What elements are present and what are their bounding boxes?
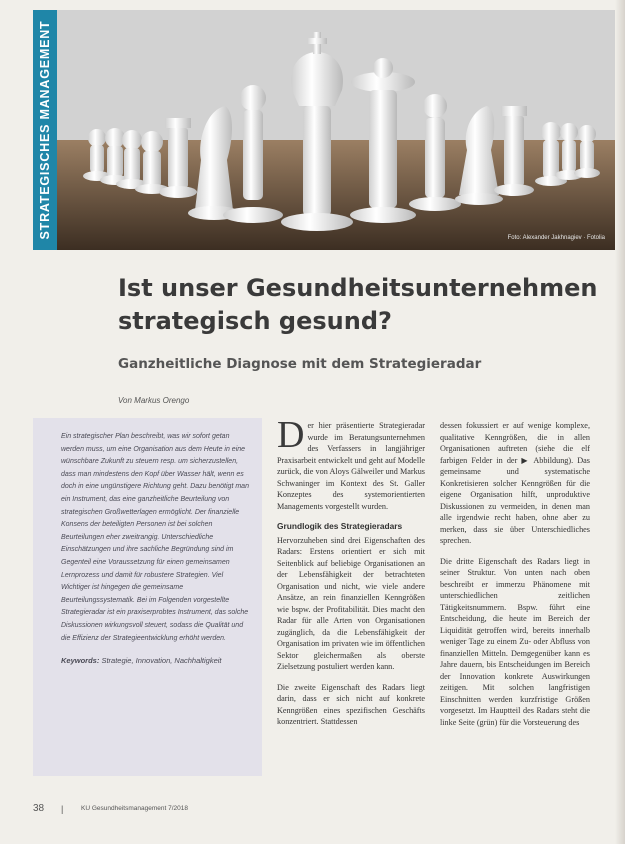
body-column-2 [440, 420, 590, 728]
abstract-text: Ein strategischer Plan beschreibt, was wir sofort getan werden muss, um eine Organisation aus dem Heute in eine wünschbare Zukunft zu steuern resp. um sicherzustellen, dass man mindestens den Kopf über Wasser hält, wenn es doch in eine ungünstigere Richtung geht. Dazu benötigt man ein Instrument, das eine ganzheitliche Beurteilung von strategischen Großwetterlagen ermöglicht. Der finanzielle Konsens der beteiligten Personen ist bei solchen Beurteilungen eher zweitrangig. Unterschiedliche Einschätzungen und ihre sachliche Begründung sind im Gegenteil eine Voraussetzung für einen gemeinsamen Lernprozess und damit für robustere Strategien. Viel Wichtiger ist hingegen die gemeinsame Beurteilungssystematik. Bei im Folgenden vorgestellte Strategieradar ist ein praxiserprobtes Instrument, das solche Diskussionen wirkungsvoll steuert, sodass die Qualität und die Effizienz der Strategieentwicklung erhöht werden. [61, 433, 249, 642]
page-edge-shadow [615, 0, 625, 844]
keywords [61, 655, 252, 668]
page-number: 38 [33, 803, 45, 814]
abstract-box [33, 418, 262, 776]
body-paragraph: Die dritte Eigenschaft des Radars liegt in seiner Struktur. Von unten nach oben beschreibt er immerzu Phänomene mit unterschiedlichen zeitlichen Tätigkeitsnummern. Bspw. führt eine Entscheidung, die heute im Bereich der Liquidität getroffen wird, bereits innerhalb weniger Tage zu einem Zu- oder Abfluss von finanziellen Mitteln. Demgegenüber kann es Jahre dauern, bis Entscheidungen im Bereich der Innovation konkrete Auswirkungen zeitigen. Mit solchen langfristigen Einschnitten werden kurzfristige Größen vorgesetzt. Im Hauptteil des Radars steht die linke Seite (grün) für die Vorsteuerung des [440, 556, 590, 727]
article-subtitle: Ganzheitliche Diagnose mit dem Strategieradar [118, 356, 482, 372]
author-byline: Von Markus Orengo [118, 396, 190, 405]
section-heading: Grundlogik des Strategieradars [277, 521, 403, 531]
body-column-1 [277, 414, 425, 728]
article-title: Ist unser Gesundheitsunternehmen strategisch gesund? [118, 274, 598, 335]
body-paragraph: Die zweite Eigenschaft des Radars liegt darin, dass er sich nicht auf konkrete Kenngrößen eines spezifischen Geschäfts konzentriert. Stattdessen [277, 682, 425, 726]
drop-cap: D [277, 414, 305, 456]
body-paragraph: Hervorzuheben sind drei Eigenschaften des Radars: Erstens orientiert er sich mit Seitenblick auf beliebige Organisationen an der Lebensfähigkeit der betrachteten Organisation und nicht, wie viele andere Ansätze, an rein finanziellen Kenngrößen wie bspw. der Profitabilität. Dies macht den Radar für alle Arten von Organisationen zugänglich, da die Lebensfähigkeit der Organisation im privaten wie im öffentlichen Sektor gleichermaßen als oberste Zielsetzung postuliert werden kann. [277, 535, 425, 671]
keywords-list: Strategie, Innovation, Nachhaltigkeit [101, 656, 222, 666]
page-footer [33, 803, 188, 814]
keywords-label: Keywords: [61, 656, 100, 666]
chess-pieces-illustration [57, 10, 615, 250]
section-label: STRATEGISCHES MANAGEMENT [38, 20, 52, 240]
photo-credit: Foto: Alexander Jakhnagiev · Fotolia [507, 235, 605, 241]
publication-source: KU Gesundheitsmanagement 7/2018 [81, 805, 188, 812]
section-sidebar-band [33, 10, 57, 250]
footer-separator: | [61, 803, 64, 814]
body-paragraph: dessen fokussiert er auf wenige komplexe, qualitative Kenngrößen, die in allen Organisationen auftreten (siehe die elf farbigen Felder in der ▶ Abbildung). Das gemeinsame und systematische Konkretisieren solcher Kenngrößen für die eigene Organisation hilft, unproduktive Diskussionen zu vermeiden, in denen man alle irgendwie recht haben, ohne aber zu merken, dass sie über Unterschiedliches sprechen. [440, 421, 590, 545]
intro-paragraph: er hier präsentierte Strategieradar wurde im Beratungsunternehmen des Verfassers in langjähriger Praxisarbeit entwickelt und geht auf Modelle zurück, die von Aloys Gälweiler und Markus Schwaninger im Kontext des St. Galler Konzeptes des systemorientierten Managements vorgestellt wurden. [277, 421, 425, 511]
hero-chess-photo [57, 10, 615, 250]
